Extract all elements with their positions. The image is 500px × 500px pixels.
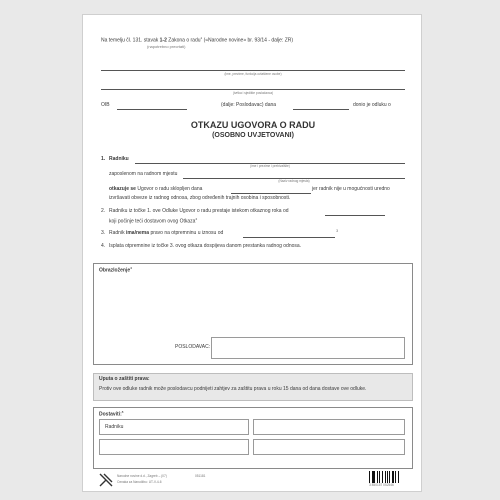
uputa-text: Protiv ove odluke radnik može poslodavcu podnijeti zahtjev za zaštitu prava u roku 15 dana od dana dostave ove odluke. xyxy=(99,386,367,392)
uputa-label: Uputa o zaštiti prava: xyxy=(99,376,150,382)
item2-number: 2. xyxy=(101,208,106,214)
obrazlozenje-label xyxy=(99,267,132,274)
recipient-box-1-label: Radniku xyxy=(105,424,124,430)
caption-company: (tvrtka i sjedište poslodavca) xyxy=(232,91,274,95)
poslodavac-signature-box[interactable] xyxy=(211,337,405,359)
document-title: OTKAZU UGOVORA O RADU xyxy=(190,120,316,130)
item2-text2-label: koji počinje teći dostavom ovog Otkaza xyxy=(109,218,196,225)
publisher-logo xyxy=(99,473,113,487)
obrazlozenje-sup: 4 xyxy=(130,266,132,270)
item3-sup: 3 xyxy=(336,228,339,233)
item1-otkaz xyxy=(109,187,202,192)
item1-caption2: (Naziv radnog mjesta) xyxy=(278,179,310,183)
footer-code: 051181 xyxy=(195,474,206,478)
item1-otkaz-rest: Ugovor o radu sklopljen dana xyxy=(137,186,203,192)
date-line[interactable] xyxy=(293,109,349,110)
barcode-bar xyxy=(398,471,399,483)
item3-a: Radnik xyxy=(109,230,125,236)
footer-publisher2 xyxy=(117,481,161,484)
barcode-bar xyxy=(373,471,375,483)
barcode-bar xyxy=(377,471,378,483)
severance-amount-line[interactable] xyxy=(243,237,335,238)
barcode-bar xyxy=(379,471,380,483)
item2-text: Radniku iz točke 1. ove Odluke Ugovor o radu prestaje istekom otkaznog roka od xyxy=(109,208,289,214)
dostaviti-box xyxy=(93,407,413,469)
barcode-bar xyxy=(389,471,390,483)
header-line1-c: Zakona o radu xyxy=(168,37,201,44)
document-subtitle: (OSOBNO UVJETOVANI) xyxy=(212,132,294,139)
dalje-label: (dalje: Poslodavac) dana xyxy=(221,102,277,108)
footer-publisher2-text: Oznaka za Narudžbu: UT-V-4-6 xyxy=(117,480,162,484)
name-line[interactable] xyxy=(101,70,405,71)
item2-text2: koji počinje teći dostavom ovog Otkaza$^2$ xyxy=(109,217,198,225)
barcode xyxy=(369,471,409,483)
item4-number: 4. xyxy=(101,243,106,249)
dostaviti-label xyxy=(99,411,123,418)
item3-number: 3. xyxy=(101,230,106,236)
item3-text xyxy=(109,231,223,236)
barcode-bar xyxy=(392,471,394,483)
barcode-bar xyxy=(395,471,396,483)
donio-label: donio je odluku o xyxy=(353,102,391,108)
barcode-bar xyxy=(369,471,370,483)
barcode-bar xyxy=(382,471,383,483)
company-line[interactable] xyxy=(101,89,405,90)
header-line1: Na temelju čl. 131. stavak 1-2 Zakona o radu$^1$ («Narodne novine» br. 93/14 - dalje: ZR) xyxy=(101,36,294,44)
obrazlozenje-label-text: Obrazloženje xyxy=(99,267,131,274)
barcode-number: 3 850157 052546 xyxy=(369,483,394,487)
item3-b: ima/nema xyxy=(125,230,150,236)
header-line1-a: Na temelju čl. 131. stavak xyxy=(101,37,159,44)
item4-text: Isplata otpremnine iz točke 3. ovog otkaza dospijeva danom prestanka radnog odnosa. xyxy=(109,243,302,249)
oib-line[interactable] xyxy=(117,109,187,110)
dostaviti-sup: 5 xyxy=(121,410,124,414)
publisher-logo-icon xyxy=(99,473,113,487)
header-line1-b: 1-2 xyxy=(159,37,167,44)
caption-name: (ime, prezime, funkcija ovlaštene osobe) xyxy=(224,72,282,76)
item1-caption1: (ime i prezime i prebivalište) xyxy=(250,164,290,168)
header-line1-note: (napotrebno precrtati) xyxy=(147,44,186,49)
item1-number: 1. xyxy=(101,156,106,162)
item1-otkaz-tail: jer radnik nije u mogućnosti uredno xyxy=(312,186,390,192)
barcode-bar xyxy=(372,471,373,483)
item1-employed: zaposlenom na radnom mjestu xyxy=(109,171,178,177)
recipient-box-4[interactable] xyxy=(253,439,405,455)
recipient-box-3[interactable] xyxy=(99,439,249,455)
oib-label: OIB xyxy=(101,102,110,108)
poslodavac-label: POSLODAVAC: xyxy=(175,344,211,350)
item3-c: pravo na otpremninu u iznosu od xyxy=(150,230,224,236)
notice-period-line[interactable] xyxy=(325,215,385,216)
recipient-box-2[interactable] xyxy=(253,419,405,435)
barcode-bar xyxy=(387,471,388,483)
document-sheet xyxy=(82,14,422,492)
dostaviti-label-text: Dostaviti: xyxy=(99,411,122,418)
barcode-bar xyxy=(385,471,386,483)
item1-line3: izvršavati obveze iz radnog odnosa, zbog određenih trajnih osobina i sposobnosti. xyxy=(109,195,291,201)
item1-otkaz-bold: otkazuje se xyxy=(109,186,136,192)
contract-date-line[interactable] xyxy=(231,193,311,194)
footer-publisher1: Narodne novine d.d., Zagreb – (07) xyxy=(117,474,167,478)
header-line1-d: («Narodne novine» br. 93/14 - dalje: ZR) xyxy=(203,37,294,44)
item1-label: Radniku xyxy=(109,156,129,162)
